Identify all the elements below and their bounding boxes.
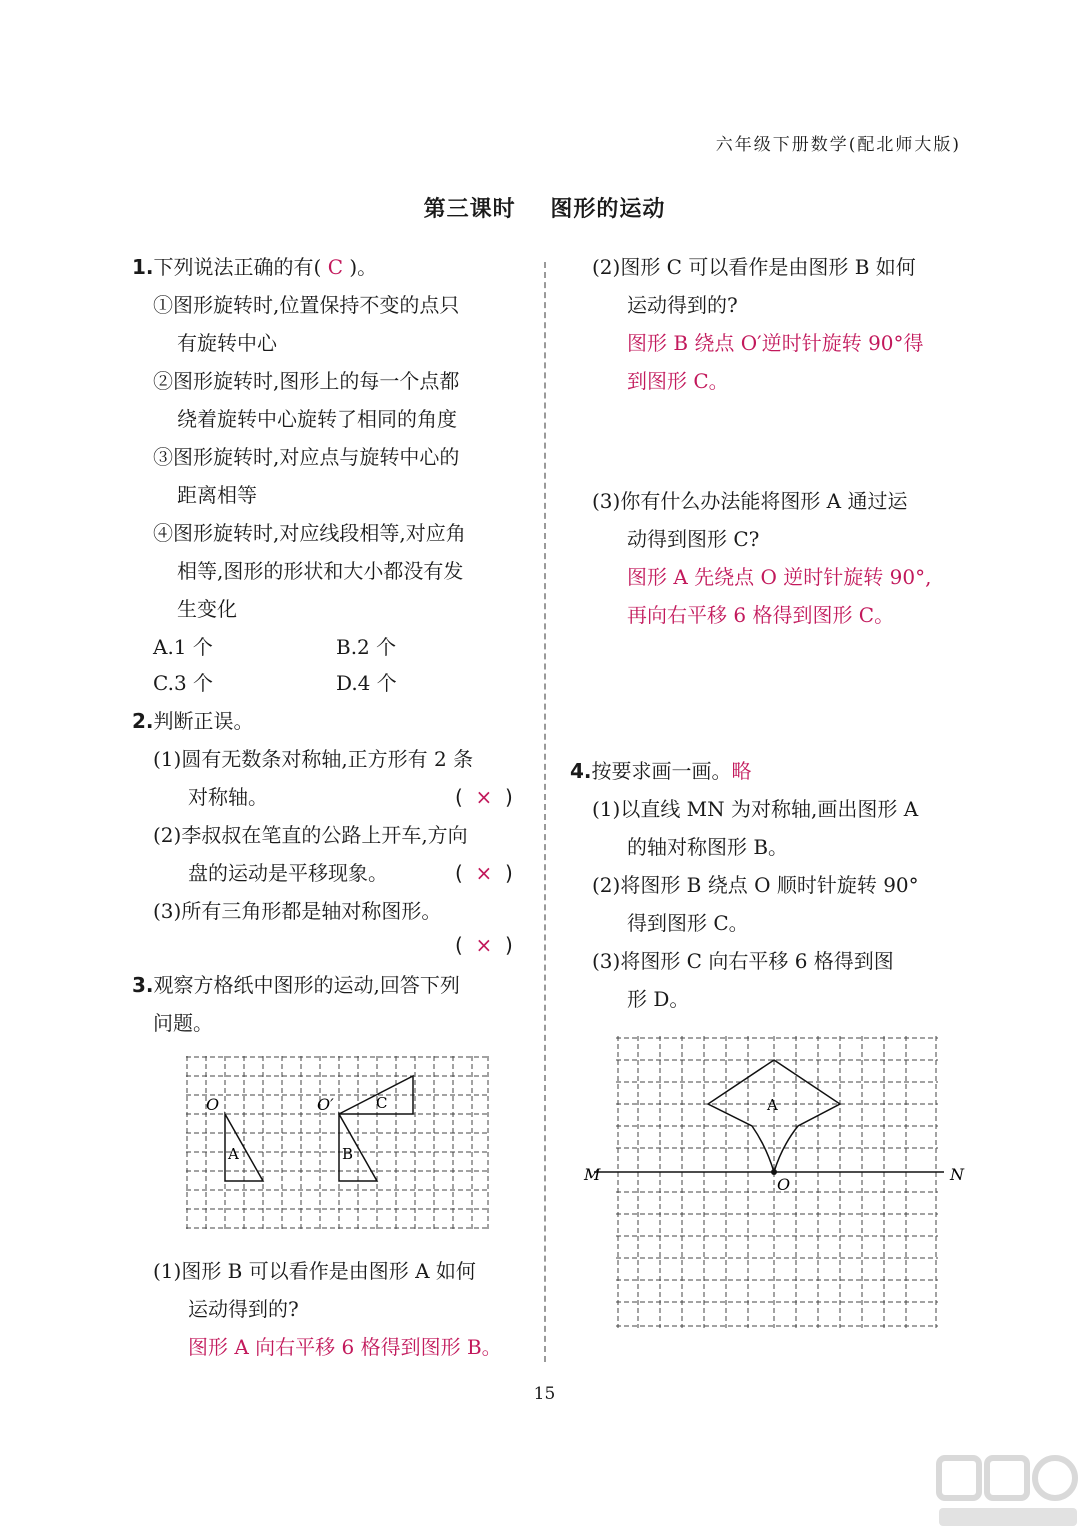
label-c: C [376,1094,388,1112]
q1-answer: C [327,255,343,279]
q1-statement-4a: ④图形旋转时,对应线段相等,对应角 [153,521,466,545]
q4-answer: 略 [731,759,752,783]
q3-part-1a: (1)图形 B 可以看作是由图形 A 如何 [153,1259,476,1283]
q4-grid-figure [582,1036,972,1332]
label-o: O [206,1095,220,1114]
q1-statement-1a: ①图形旋转时,位置保持不变的点只 [153,293,460,317]
q3-answer-3a: 图形 A 先绕点 O 逆时针旋转 90°, [627,565,932,589]
q2-mark-1: ( × ) [455,785,513,809]
q3-part-3b: 动得到图形 C? [627,527,760,551]
q3-part-2b: 运动得到的? [627,293,738,317]
column-divider [544,262,546,1362]
label-n: N [950,1165,964,1184]
q2-item-1b: 对称轴。 [188,785,268,809]
q3-answer-2a: 图形 B 绕点 O′逆时针旋转 90°得 [627,331,924,355]
q3-grid-figure [186,1056,490,1236]
q1-statement-2b: 绕着旋转中心旋转了相同的角度 [177,407,457,431]
lesson-topic: 图形的运动 [550,197,666,222]
q4-req-1a: (1)以直线 MN 为对称轴,画出图形 A [592,797,919,821]
label-b: B [342,1145,354,1163]
q1-statement-1b: 有旋转中心 [177,331,277,355]
q1-statement-4c: 生变化 [177,597,237,621]
q1-stem: 1.下列说法正确的有( C )。 [132,255,378,279]
q4-req-1b: 的轴对称图形 B。 [627,835,789,859]
q1-option-b: B.2 个 [336,635,397,659]
watermark-logo [933,1452,1083,1532]
q1-option-d: D.4 个 [336,671,397,695]
q4-req-2b: 得到图形 C。 [627,911,749,935]
q2-mark-2: ( × ) [455,861,513,885]
q2-item-2a: (2)李叔叔在笔直的公路上开车,方向 [153,823,468,847]
q3-part-3a: (3)你有什么办法能将图形 A 通过运 [592,489,908,513]
q3-answer-3b: 再向右平移 6 格得到图形 C。 [627,603,895,627]
label-o-prime: O′ [317,1095,334,1114]
q2-item-3a: (3)所有三角形都是轴对称图形。 [153,899,442,923]
q3-answer-1: 图形 A 向右平移 6 格得到图形 B。 [188,1335,502,1359]
q4-req-3b: 形 D。 [627,987,690,1011]
q1-statement-3b: 距离相等 [177,483,257,507]
q2-item-1a: (1)圆有无数条对称轴,正方形有 2 条 [153,747,474,771]
q2-stem: 2.判断正误。 [132,709,254,733]
q3-part-1b: 运动得到的? [188,1297,299,1321]
label-a: A [767,1096,778,1114]
q2-mark-3: ( × ) [455,933,513,957]
label-o: O [777,1175,791,1194]
q1-statement-2a: ②图形旋转时,图形上的每一个点都 [153,369,460,393]
q1-statement-4b: 相等,图形的形状和大小都没有发 [177,559,464,583]
lesson-label: 第三课时 [423,197,516,222]
page-number: 15 [533,1384,556,1404]
q1-statement-3a: ③图形旋转时,对应点与旋转中心的 [153,445,460,469]
label-m: M [584,1165,601,1184]
q3-stem-b: 问题。 [153,1011,213,1035]
q3-answer-2b: 到图形 C。 [627,369,729,393]
page-title [0,192,1089,223]
book-header: 六年级下册数学(配北师大版) [715,135,961,155]
q3-part-2a: (2)图形 C 可以看作是由图形 B 如何 [592,255,916,279]
q1-option-a: A.1 个 [153,635,213,659]
q4-req-2a: (2)将图形 B 绕点 O 顺时针旋转 90° [592,873,919,897]
q4-req-3a: (3)将图形 C 向右平移 6 格得到图 [592,949,894,973]
q3-grid-lines [186,1056,488,1230]
q1-option-c: C.3 个 [153,671,214,695]
q3-stem-a: 3.观察方格纸中图形的运动,回答下列 [132,973,460,997]
label-a: A [228,1145,239,1163]
q4-stem: 4.按要求画一画。略 [570,759,752,783]
q2-item-2b: 盘的运动是平移现象。 [188,861,388,885]
